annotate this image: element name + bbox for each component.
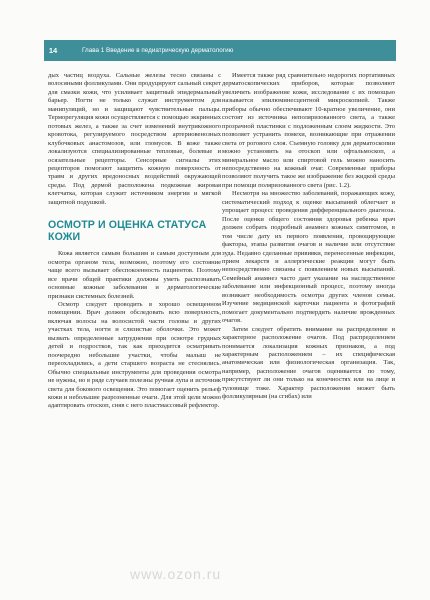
paragraph: дых частиц воздуха. Сальные железы тесно связаны с волосяными фолликулами. Они продуцируют сальный секрет для смазки кожи, что усиливает защитный эпидермальный барьер. Ногти не только служат инструментом для манипуляций, но и защищают чувствительные пальцы. Терморегуляция кожи осуществляется с помощью эккринных потовых желез, а также за счет изменений внутрикожного кровотока, регулируемого посредством артериовенозных клубочковых анастомозов, или гломусов. В коже также локализуются специализированные тепловые, болевые и осязательные рецепторы. Сенсорные сигналы этих рецепторов помогают защитить кожную поверхность от травм и других вредоносных воздействий окружающей среды. Под дермой расположена подкожная жировая клетчатка, которая служит источником энергии и мягкой защитной подушкой. (48, 72, 221, 206)
right-column (222, 72, 395, 402)
page-number: 14 (48, 46, 58, 55)
paragraph: Осмотр следует проводить в хорошо освещенном помещении. Врач должен обследовать всю поверхность, включая волосы на волосистой части головы и других участках тела, ногти и слизистые оболочки. Это может вызвать определенные затруднения при осмотре грудных детей и подростков, так как приходится осматривать поочередно небольшие участки, чтобы малыш не переохладились, а дети старшего возраста не стеснялись. Обычно специальные инструменты для проведения осмотра не нужны, но в ряде случаев полезны ручная лупа и источник света для бокового освещения. Это помогает оценить рельеф кожи и небольшие разрозненные очаги. Для этой цели можно адаптировать отоскоп, сняв с него пластмассовый рефлектор. (48, 300, 221, 410)
paragraph: Несмотря на множество заболеваний, поражающих кожу, систематический подход к оценке высыпаний облегчает и упрощает процесс проведения дифференциального диагноза. После оценки общего состояния здоровья ребенка врач должен собрать подробный анамнез кожных симптомов, в том числе дату их первого появления, провоцирующие факторы, этапы развития очагов и наличие или отсутствие зуда. Недавно сделанные прививки, перенесенные инфекции, прием лекарств и аллергические реакции могут быть непосредственно связаны с появлением новых высыпаний. Семейный анамнез часто дает указание на наследственное заболевание или инфекционный процесс, поэтому иногда возникает необходимость осмотра других членов семьи. Изучение медицинской карточки пациента и фотографий помогает документально подтвердить наличие врожденных очагов. (222, 190, 395, 325)
left-column (48, 72, 221, 411)
paragraph: Имеется также ряд сравнительно недорогих портативных дерматоскопических приборов, которые позволяют увеличить изображение кожи, исследование с их помощью называется эпилюминесцентной микроскопией. Также приборы обычно обеспечивают 10-кратное увеличение, они состоят из источника неполяризованного света, а также прозрачной пластинки с подложенным слоем жидкости. Это позволяет устранить помехи, возникающие при отражении света от рогового слоя. Съемную головку для дерматоскопии можно установить на отоскоп или офтальмоскоп, а минеральное масло или спиртовой гель можно наносить непосредственно на кожный очаг. Современные приборы позволяют получить такое же изображение без жидкой среды при помощи поляризованного света (рис. 1.2). (222, 72, 395, 189)
watermark: www.ozon.ru (130, 566, 222, 582)
chapter-title: Глава 1 Введение в педиатрическую дерматологию (82, 47, 234, 54)
paragraph: Кожа является самым большим и самым доступным для осмотра органом тела, возможно, поэтому его состояние чаще всего вызывает обеспокоенность пациентов. Поэтому все врачи общей практики должны уметь распознавать основные кожные заболевания и дерматологические признаки системных болезней. (48, 250, 221, 300)
paragraph: Затем следует обратить внимание на распределение и характерное расположение очагов. Под распределением понимается локализация кожных признаков, а под характерным расположением – их специфическая анатомическая или физиологическая организация. Так, например, расположение очагов оценивается по тому, присутствуют ли они только на конечностях или на лице и туловище тоже. Характер расположения может быть фолликулярным (на сгибах) или (222, 325, 395, 401)
section-heading: ОСМОТР И ОЦЕНКА СТАТУСА КОЖИ (48, 219, 207, 244)
